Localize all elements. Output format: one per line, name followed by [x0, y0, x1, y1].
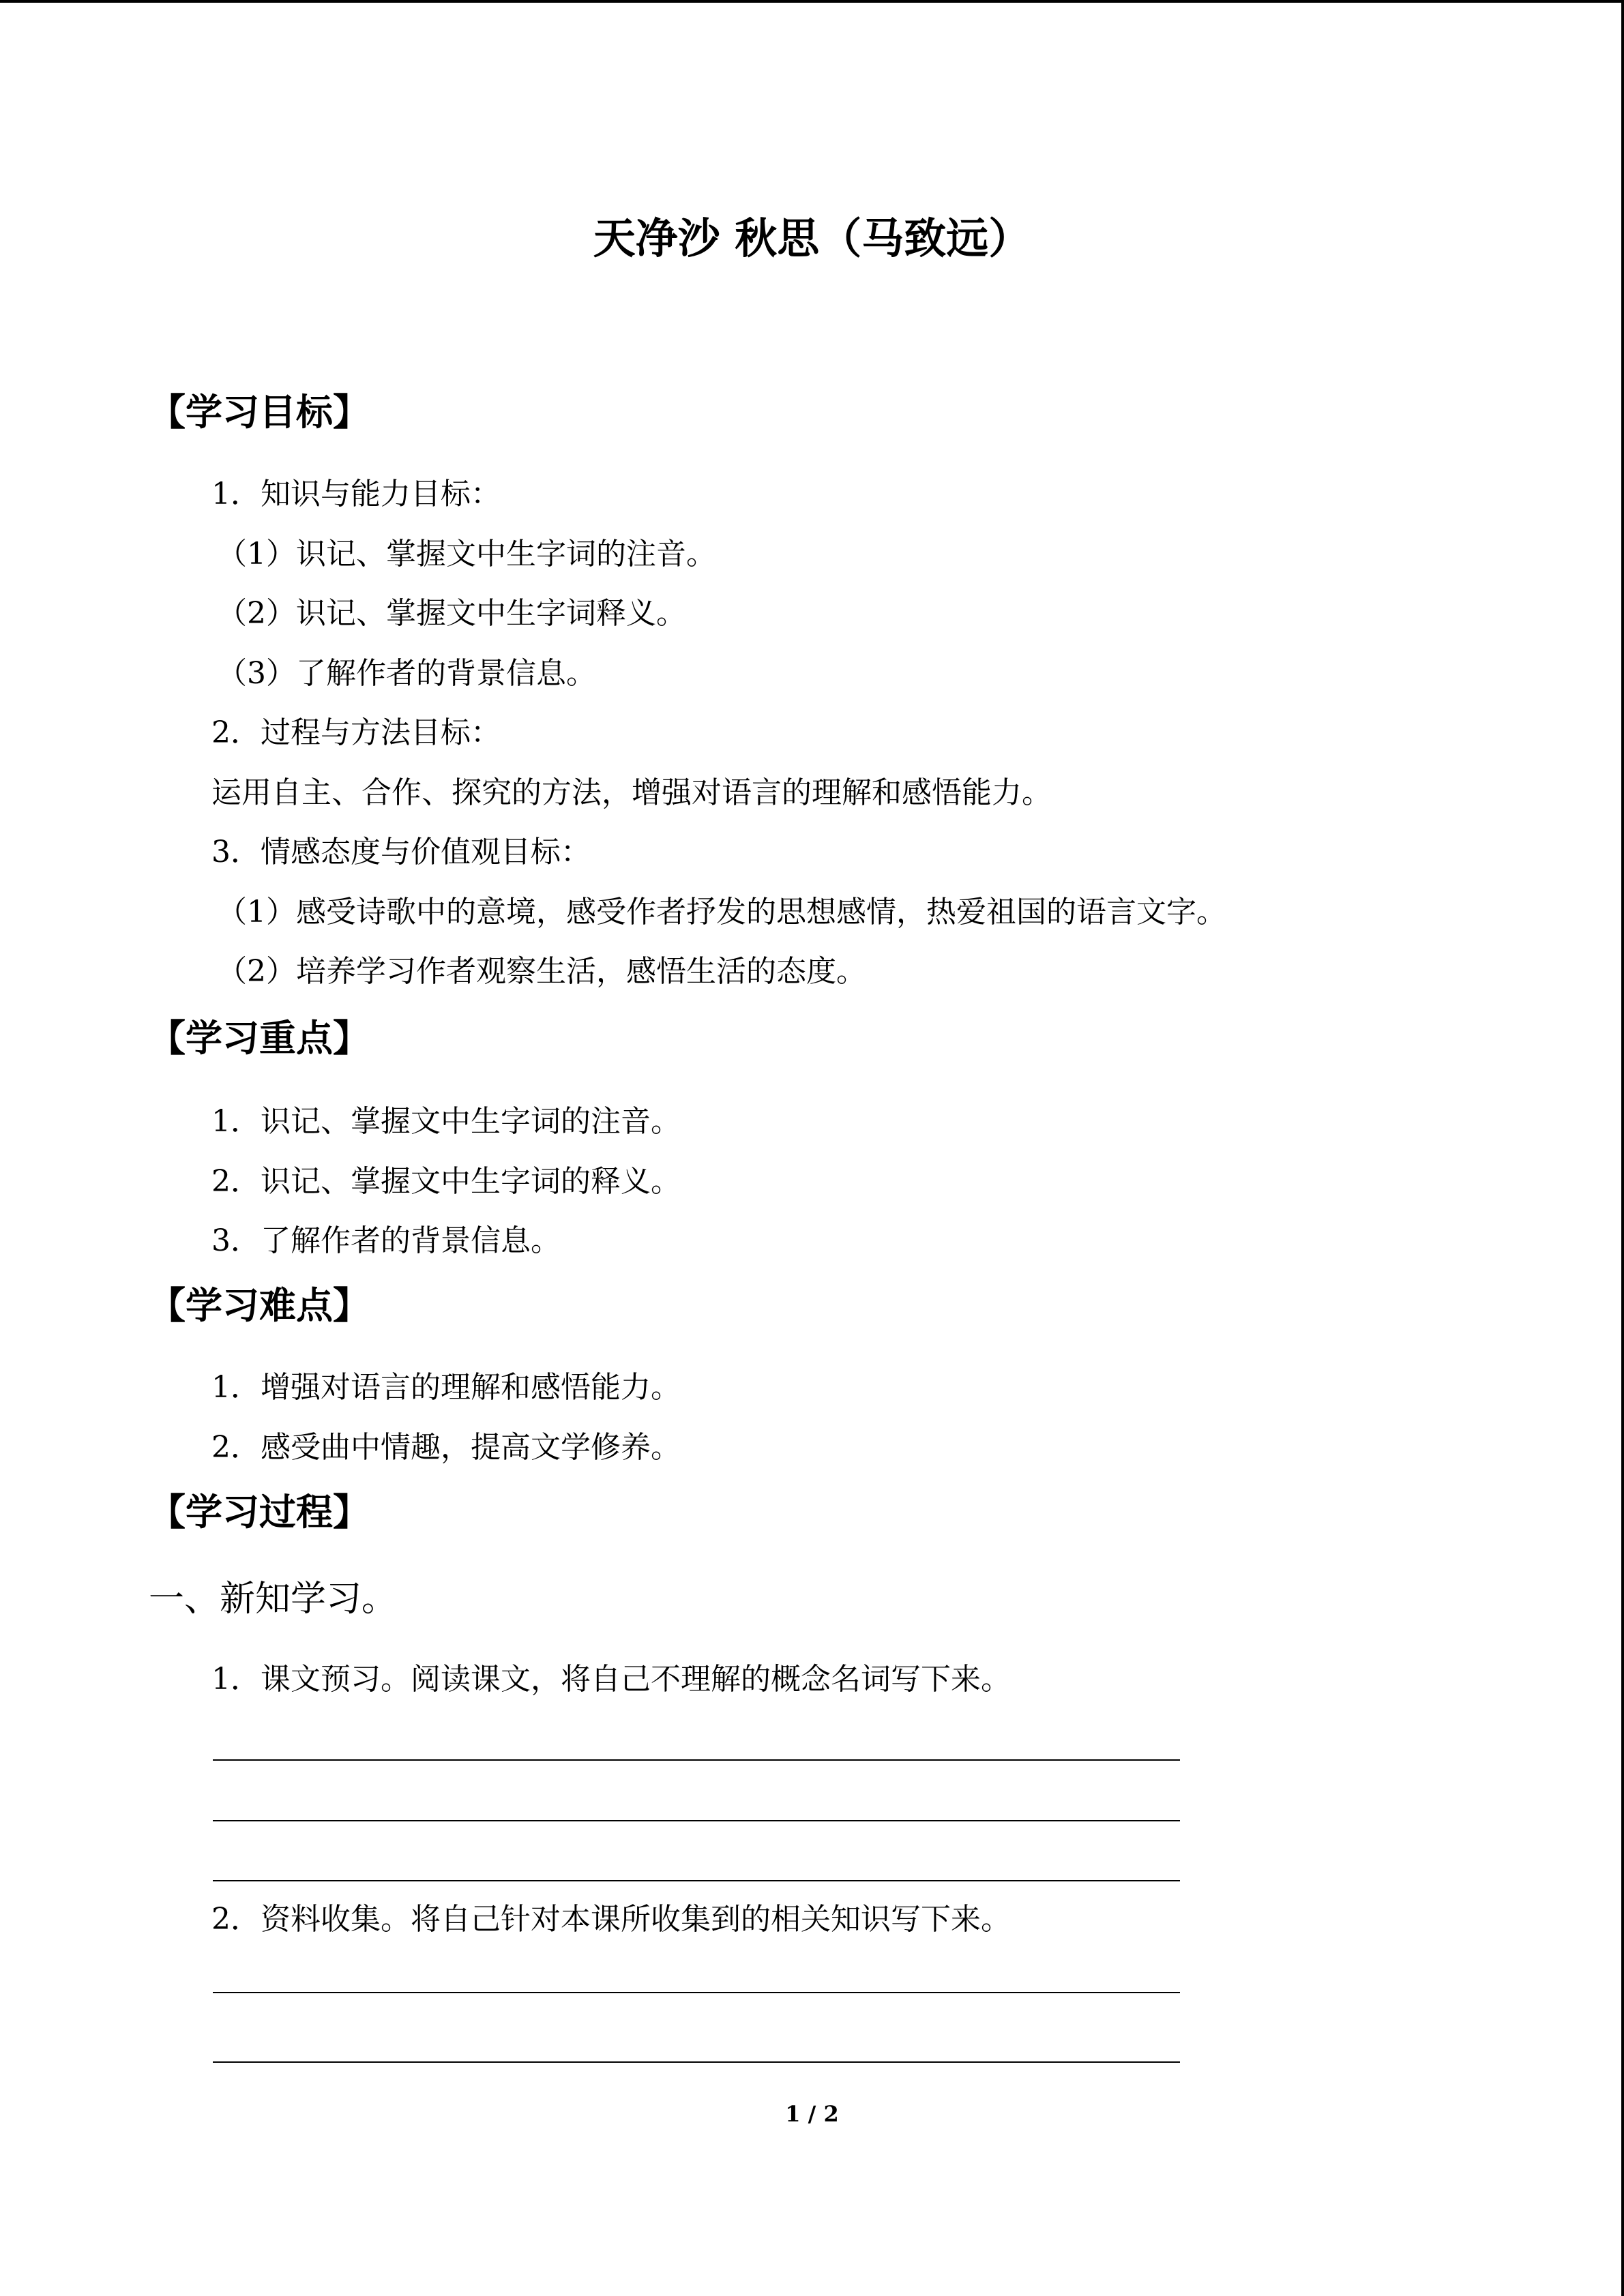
objective-line: （1）感受诗歌中的意境，感受作者抒发的思想感情，热爱祖国的语言文字。 — [217, 895, 1226, 929]
task-preview: 1．课文预习。阅读课文，将自己不理解的概念名词写下来。 — [211, 1662, 1011, 1697]
objective-line: （2）培养学习作者观察生活，感悟生活的态度。 — [217, 954, 866, 989]
part-one-heading: 一、新知学习。 — [149, 1579, 398, 1620]
objective-line: 2．过程与方法目标： — [211, 715, 501, 750]
answer-line[interactable] — [213, 2061, 1180, 2063]
objective-line: （3）了解作者的背景信息。 — [217, 656, 596, 691]
page-number: 1 / 2 — [785, 2101, 839, 2127]
key-point-line: 3．了解作者的背景信息。 — [211, 1223, 561, 1258]
key-point-line: 2．识记、掌握文中生字词的释义。 — [211, 1164, 681, 1199]
answer-line[interactable] — [213, 1820, 1180, 1821]
objective-line: （2）识记、掌握文中生字词释义。 — [217, 596, 686, 631]
heading-difficulties: 【学习难点】 — [149, 1284, 370, 1327]
objective-line: 3．情感态度与价值观目标： — [211, 835, 591, 869]
page-right-border — [1621, 0, 1624, 2296]
answer-line[interactable] — [213, 1992, 1180, 1993]
page-top-border — [0, 0, 1624, 3]
difficulty-line: 2．感受曲中情趣，提高文学修养。 — [211, 1430, 681, 1465]
key-point-line: 1．识记、掌握文中生字词的注音。 — [211, 1104, 681, 1139]
objective-line: 1．知识与能力目标： — [211, 477, 501, 511]
heading-key-points: 【学习重点】 — [149, 1017, 370, 1060]
answer-line[interactable] — [213, 1880, 1180, 1881]
heading-process: 【学习过程】 — [149, 1491, 370, 1534]
objective-line: 运用自主、合作、探究的方法，增强对语言的理解和感悟能力。 — [211, 775, 1052, 810]
document-title: 天净沙 秋思（马致远） — [593, 213, 1031, 263]
answer-line[interactable] — [213, 1759, 1180, 1761]
objective-line: （1）识记、掌握文中生字词的注音。 — [217, 537, 716, 571]
difficulty-line: 1．增强对语言的理解和感悟能力。 — [211, 1370, 681, 1405]
heading-objectives: 【学习目标】 — [149, 391, 370, 434]
task-research: 2．资料收集。将自己针对本课所收集到的相关知识写下来。 — [211, 1902, 1011, 1937]
